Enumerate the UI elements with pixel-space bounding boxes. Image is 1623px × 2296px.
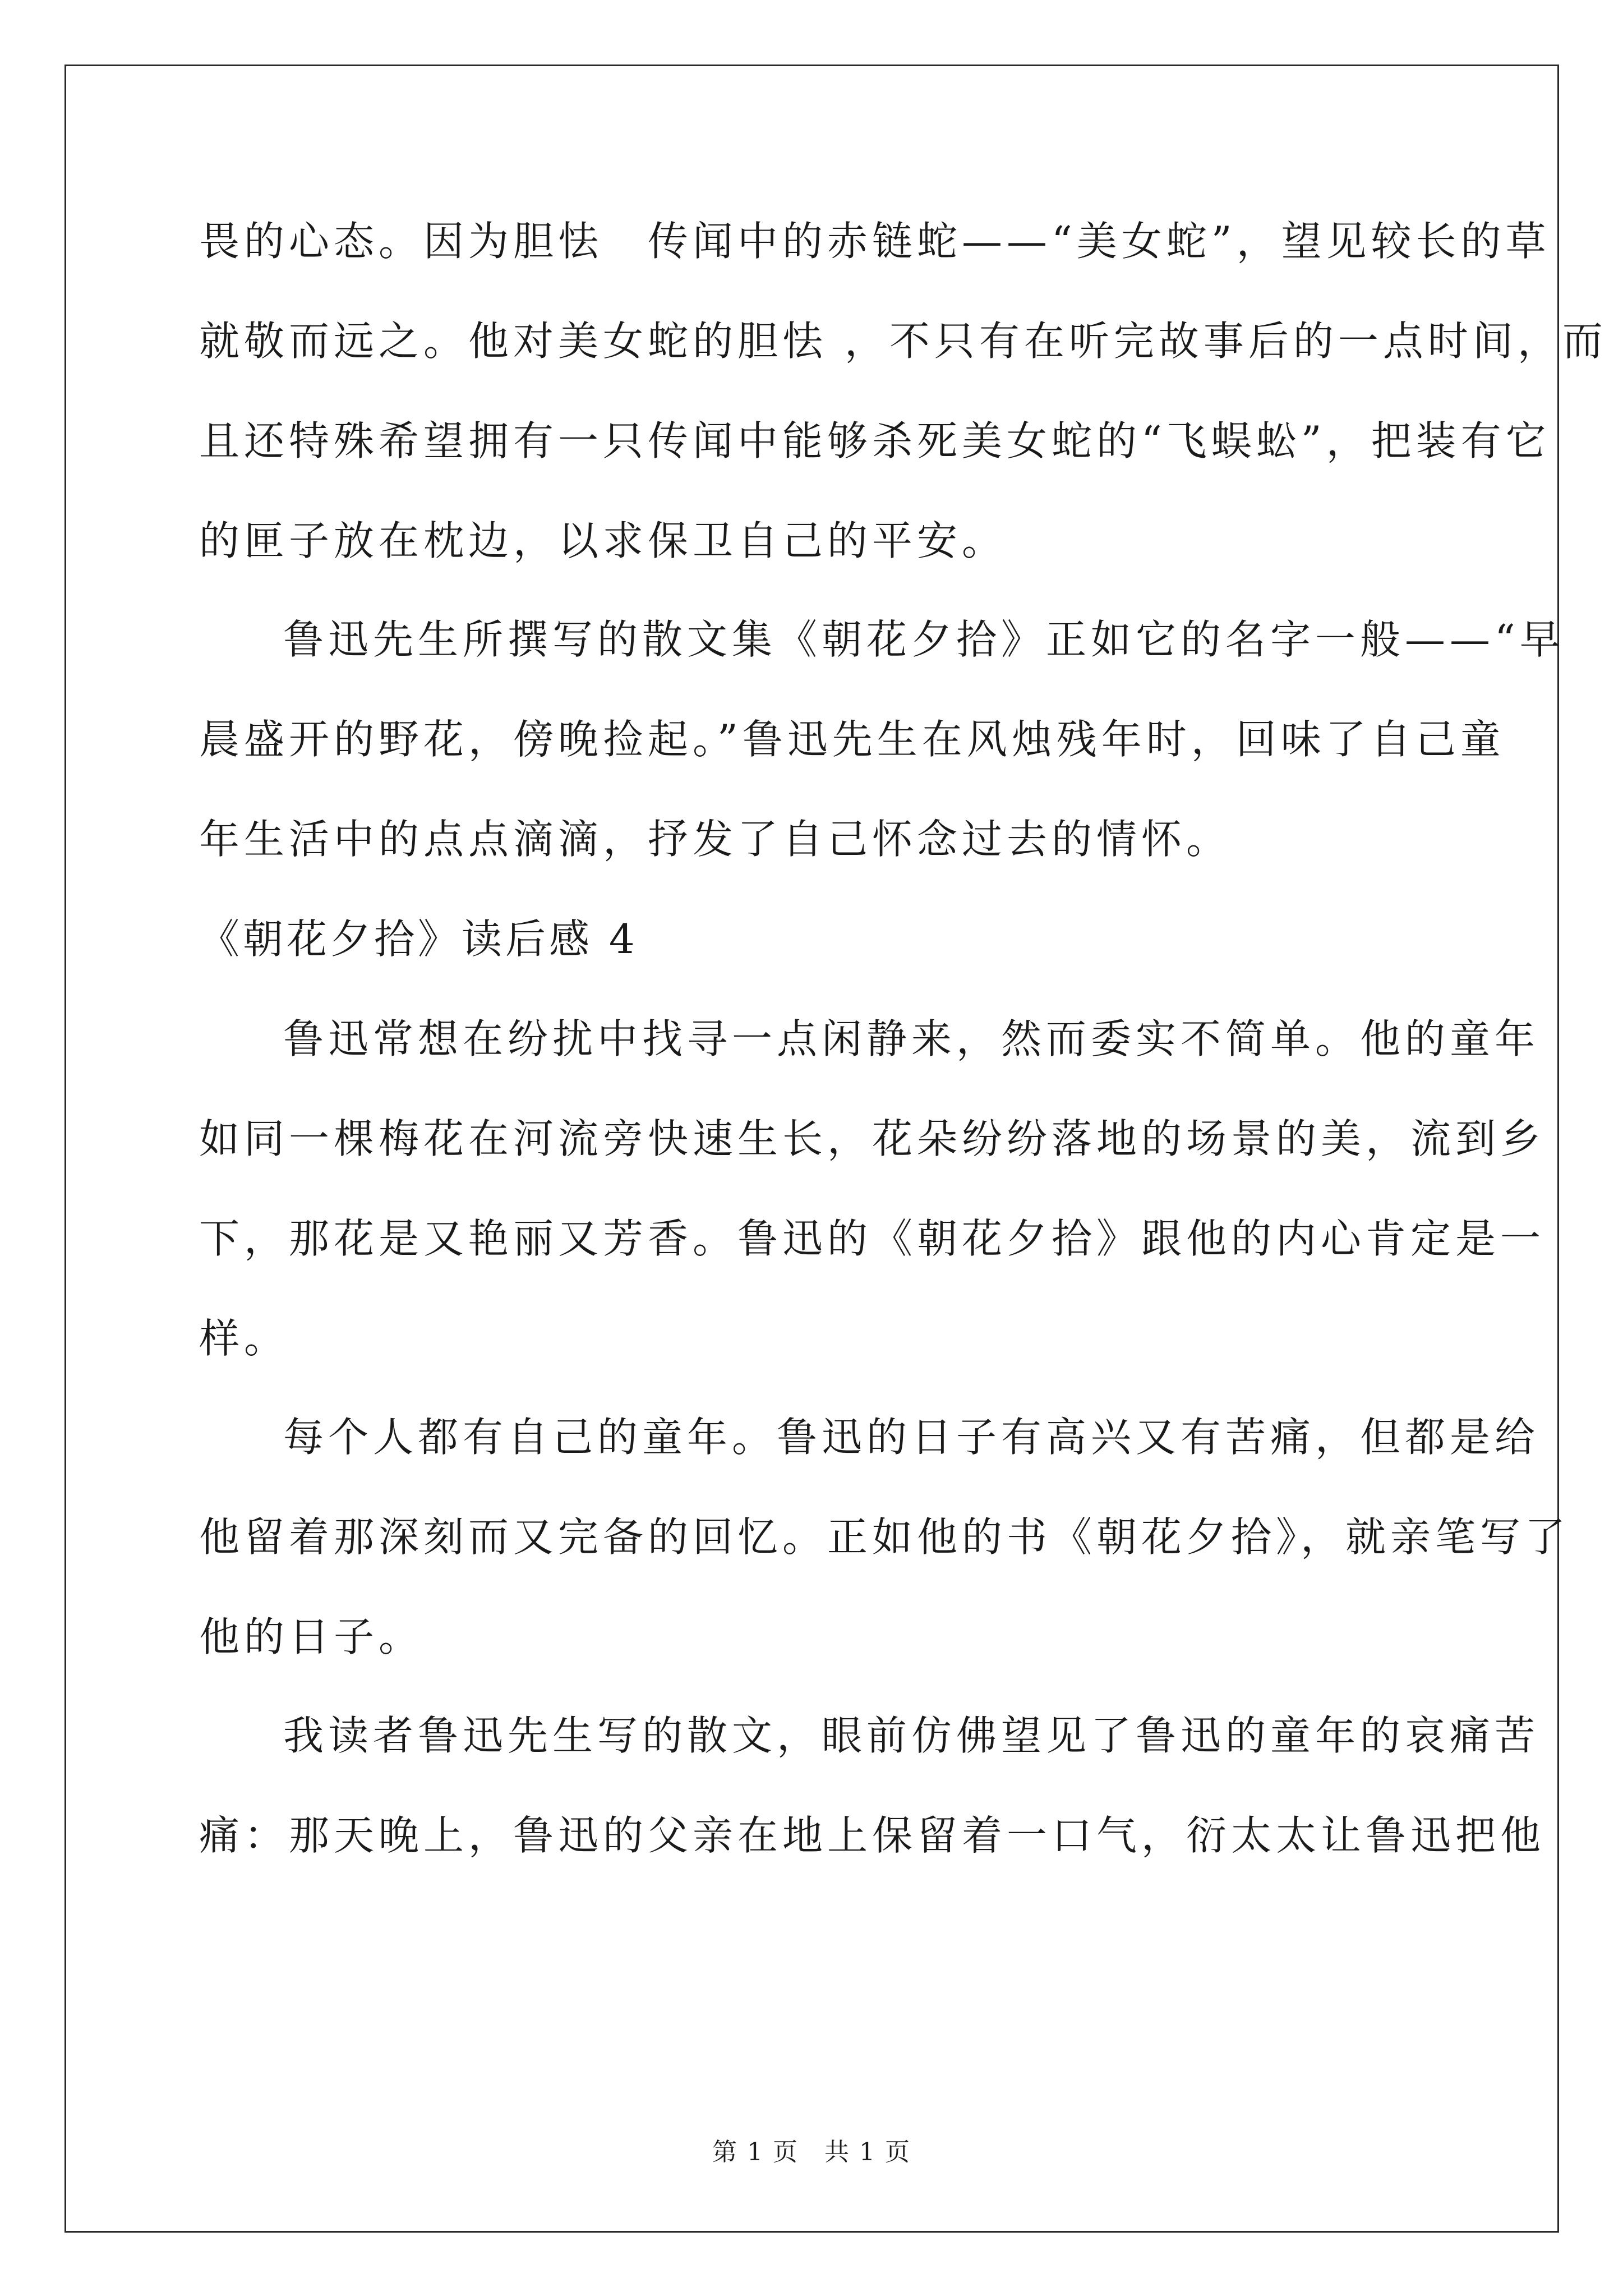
paragraph-1 (199, 213, 1607, 569)
text-line: 鲁迅常想在纷扰中找寻一点闲静来，然而委实不简单。他的童年 (283, 1015, 1540, 1062)
text-line: 他的日子。 (199, 1613, 424, 1660)
section-heading: 《朝花夕拾》读后感 4 (199, 915, 638, 963)
text-line: 的匣子放在枕边，以求保卫自己的平安。 (199, 517, 1007, 564)
text-line: 就敬而远之。他对美女蛇的胆怯 ，不只有在听完故事后的一点时间，而 (199, 318, 1607, 365)
paragraph-2 (199, 611, 1565, 867)
text-line: 下，那花是又艳丽又芳香。鲁迅的《朝花夕拾》跟他的内心肯定是一 (199, 1215, 1546, 1262)
text-line: 如同一棵梅花在河流旁快速生长，花朵纷纷落地的场景的美，流到乡 (199, 1115, 1546, 1162)
text-line: 痛：那天晚上，鲁迅的父亲在地上保留着一口气，衍太太让鲁迅把他 (199, 1812, 1546, 1859)
page-number-footer: 第 1 页 共 1 页 (712, 2138, 911, 2166)
text-line: 我读者鲁迅先生写的散文，眼前仿佛望见了鲁迅的童年的哀痛苦 (283, 1712, 1540, 1759)
text-line: 他留着那深刻而又完备的回忆。正如他的书《朝花夕拾》，就亲笔写了 (199, 1513, 1570, 1561)
text-line: 晨盛开的野花，傍晚捡起。”鲁迅先生在风烛残年时，回味了自己童 (199, 716, 1505, 763)
text-line: 每个人都有自己的童年。鲁迅的日子有高兴又有苦痛，但都是给 (283, 1414, 1540, 1461)
text-line: 且还特殊希望拥有一只传闻中能够杀死美女蛇的“飞蜈蚣”，把装有它 (199, 417, 1551, 464)
text-line: 畏的心态。因为胆怯 传闻中的赤链蛇——“美女蛇”，望见较长的草 (199, 218, 1551, 265)
text-line: 年生活中的点点滴滴，抒发了自己怀念过去的情怀。 (199, 816, 1232, 863)
text-line: 样。 (199, 1315, 289, 1362)
text-line: 鲁迅先生所撰写的散文集《朝花夕拾》正如它的名字一般——“早 (283, 616, 1565, 663)
document-body (199, 213, 1607, 1864)
paragraph-5 (199, 1708, 1546, 1864)
paragraph-3 (199, 1011, 1546, 1366)
paragraph-4 (199, 1409, 1570, 1665)
